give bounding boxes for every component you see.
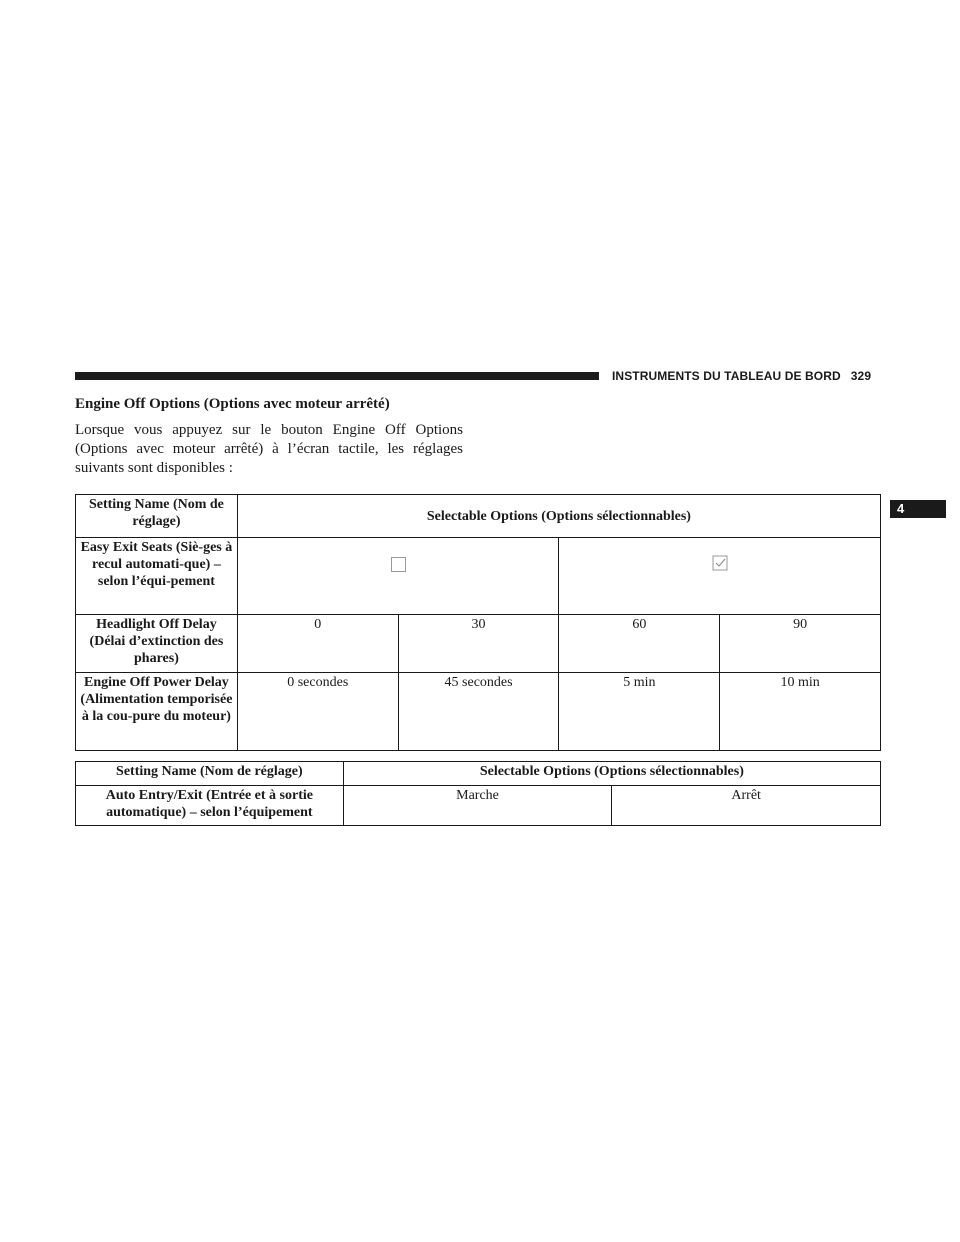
table-row [76,786,881,826]
header-rule [75,372,599,380]
setting-label: Auto Entry/Exit (Entrée et à sortie automatique) – selon l’équipement [76,786,344,826]
settings-table-1 [75,494,881,751]
settings-table-2 [75,761,881,826]
table-header-row [76,495,881,538]
option-cell: 0 secondes [237,673,398,751]
page-number: 329 [850,369,872,383]
table-row [76,615,881,673]
intro-paragraph: Lorsque vous appuyez sur le bouton Engine Off Options (Options avec moteur arrêté) à l’écran tactile, les réglages suivants sont disponibles : [75,422,463,476]
setting-label: Engine Off Power Delay (Alimentation temporisée à la cou-pure du moteur) [76,673,238,751]
option-cell: 90 [720,615,881,673]
option-cell: 30 [398,615,559,673]
option-cell: 60 [559,615,720,673]
option-cell: 45 secondes [398,673,559,751]
option-cell: 10 min [720,673,881,751]
header-setting-name: Setting Name (Nom de réglage) [76,495,238,538]
unchecked-box-icon [391,557,406,572]
option-cell: Arrêt [612,786,881,826]
header-selectable-options: Selectable Options (Options sélectionnables) [343,762,880,786]
option-cell: 0 [237,615,398,673]
option-cell: Marche [343,786,612,826]
table-row [76,673,881,751]
running-header [612,369,871,383]
table-header-row [76,762,881,786]
header-selectable-options: Selectable Options (Options sélectionnables) [237,495,880,538]
option-cell [237,538,559,615]
section-title: Engine Off Options (Options avec moteur arrêté) [75,396,390,412]
setting-label: Headlight Off Delay (Délai d’extinction des phares) [76,615,238,673]
table-row [76,538,881,615]
header-title: INSTRUMENTS DU TABLEAU DE BORD [612,369,841,383]
option-cell: 5 min [559,673,720,751]
chapter-number: 4 [897,501,905,516]
option-cell [559,538,881,615]
header-setting-name: Setting Name (Nom de réglage) [76,762,344,786]
checked-box-icon [712,555,728,571]
setting-label: Easy Exit Seats (Siè-ges à recul automati-que) – selon l’équi-pement [76,538,238,615]
chapter-tab [890,500,946,518]
